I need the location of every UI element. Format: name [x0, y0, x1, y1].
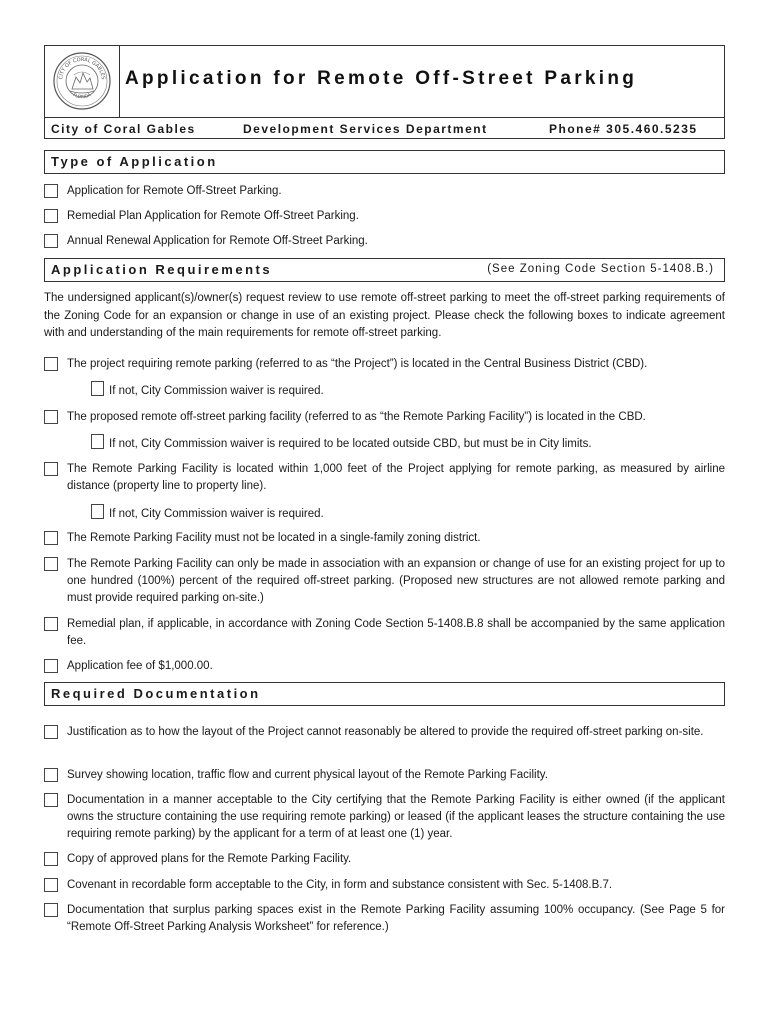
- checkbox[interactable]: [44, 617, 58, 631]
- section-required-documentation: [44, 682, 725, 706]
- svg-text:FLORIDA: FLORIDA: [71, 92, 93, 101]
- phone-number: Phone# 305.460.5235: [549, 122, 698, 136]
- page-title: Application for Remote Off-Street Parking: [125, 68, 638, 89]
- requirements-intro: The undersigned applicant(s)/owner(s) request review to use remote off-street parking to meet the off-street parking requirements of the Zoning Code for an expansion or change in use of an existing project. Please check the following boxes to indicate agreement with and understanding of the main requirements for remote off-street parking.: [44, 292, 725, 339]
- section-heading: Type of Application: [51, 154, 218, 169]
- section-heading: Application Requirements: [51, 262, 273, 277]
- checkbox[interactable]: [91, 434, 104, 449]
- checkbox[interactable]: [44, 793, 58, 807]
- city-seal-icon: [52, 51, 112, 111]
- section-application-requirements: [44, 258, 725, 282]
- section-type-of-application: [44, 150, 725, 174]
- checkbox[interactable]: [44, 557, 58, 571]
- checkbox[interactable]: [44, 903, 58, 917]
- city-name: City of Coral Gables: [51, 122, 196, 136]
- checkbox[interactable]: [44, 462, 58, 476]
- contact-info-row: [45, 117, 724, 139]
- form-header: [44, 45, 725, 139]
- checkbox[interactable]: [44, 184, 58, 198]
- svg-text:CITY OF CORAL GABLES: CITY OF CORAL GABLES: [58, 56, 106, 80]
- checkbox[interactable]: [44, 725, 58, 739]
- checkbox[interactable]: [44, 531, 58, 545]
- checkbox[interactable]: [91, 504, 104, 519]
- checkbox[interactable]: [44, 768, 58, 782]
- checkbox[interactable]: [44, 410, 58, 424]
- checkbox[interactable]: [44, 659, 58, 673]
- checkbox[interactable]: [44, 852, 58, 866]
- checkbox[interactable]: [44, 234, 58, 248]
- checkbox[interactable]: [44, 878, 58, 892]
- section-heading: Required Documentation: [51, 686, 261, 701]
- department-name: Development Services Department: [243, 122, 488, 136]
- checkbox[interactable]: [44, 209, 58, 223]
- checkbox[interactable]: [44, 357, 58, 371]
- zoning-code-reference: (See Zoning Code Section 5-1408.B.): [487, 263, 714, 275]
- checkbox[interactable]: [91, 381, 104, 396]
- city-seal: [45, 46, 120, 117]
